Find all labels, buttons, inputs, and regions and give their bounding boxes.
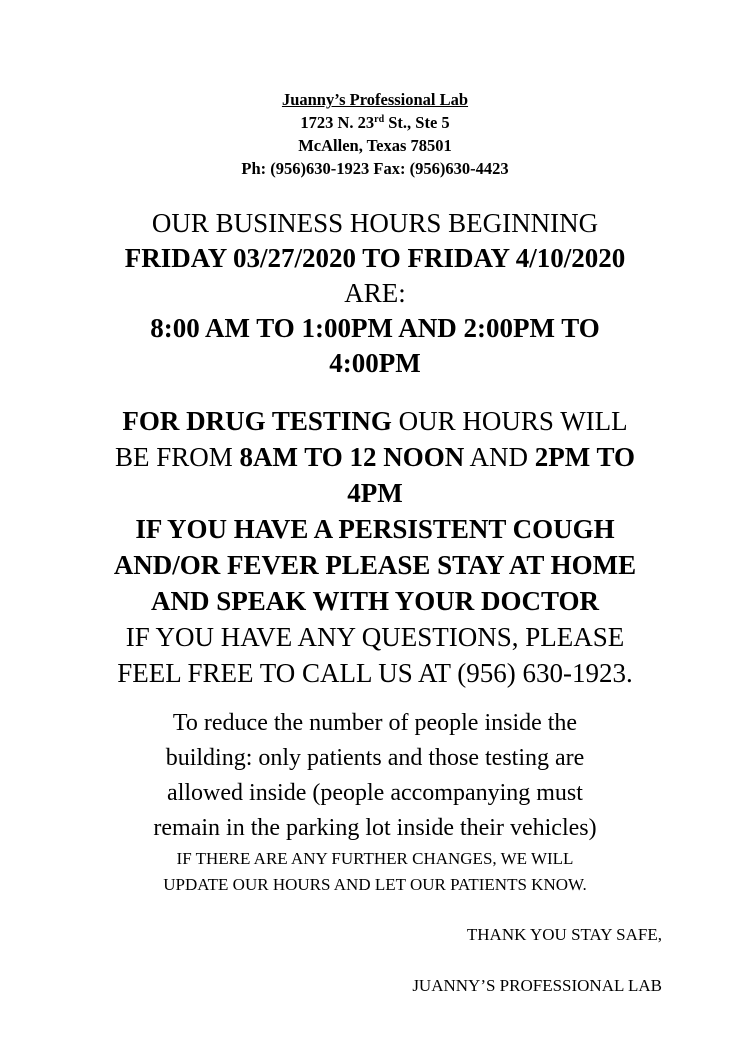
lab-name: Juanny’s Professional Lab	[281, 90, 469, 109]
address-ordinal: rd	[374, 114, 385, 125]
drug-line-1	[0, 403, 750, 439]
notice-line-2: building: only patients and those testing are	[165, 745, 585, 771]
hours-times-end: 4:00PM	[329, 348, 421, 378]
thank-you-line: THANK YOU STAY SAFE,	[466, 925, 662, 944]
changes-line-2: UPDATE OUR HOURS AND LET OUR PATIENTS KNOW.	[163, 875, 587, 894]
business-hours	[0, 206, 750, 381]
hours-times: 8:00 AM TO 1:00PM AND 2:00PM TO	[150, 313, 600, 343]
letterhead	[0, 88, 750, 180]
hours-line-1: OUR BUSINESS HOURS BEGINNING	[151, 208, 599, 238]
notice-line-3: allowed inside (people accompanying must	[167, 780, 583, 806]
visitor-notice	[0, 706, 750, 898]
drug-afternoon-hours: 2PM TO	[534, 442, 636, 472]
cough-warning-3: AND SPEAK WITH YOUR DOCTOR	[150, 586, 600, 616]
changes-line-1: IF THERE ARE ANY FURTHER CHANGES, WE WILL	[176, 849, 574, 868]
questions-line-1: IF YOU HAVE ANY QUESTIONS, PLEASE	[125, 622, 625, 652]
phone-fax-line: Ph: (956)630-1923 Fax: (956)630-4423	[241, 159, 509, 178]
signature-lab-name: JUANNY’S PROFESSIONAL LAB	[412, 976, 662, 995]
drug-line-2	[0, 439, 750, 475]
drug-line-2-c: AND	[464, 442, 535, 472]
drug-testing-section	[0, 403, 750, 691]
address-line	[0, 111, 750, 134]
drug-line-1-rest: OUR HOURS WILL	[391, 406, 628, 436]
address-number: 1723 N. 23	[300, 113, 375, 132]
hours-line-3: ARE:	[344, 278, 406, 308]
address-street: St., Ste 5	[384, 113, 450, 132]
cough-warning-1: IF YOU HAVE A PERSISTENT COUGH	[135, 514, 615, 544]
cough-warning-2: AND/OR FEVER PLEASE STAY AT HOME	[113, 550, 637, 580]
questions-line-2: FEEL FREE TO CALL US AT (956) 630-1923.	[117, 658, 633, 688]
drug-testing-label: FOR DRUG TESTING	[122, 406, 392, 436]
hours-dates: FRIDAY 03/27/2020 TO FRIDAY 4/10/2020	[124, 243, 626, 273]
notice-line-1: To reduce the number of people inside the	[172, 710, 578, 736]
city-line: McAllen, Texas 78501	[298, 136, 452, 155]
notice-line-4: remain in the parking lot inside their vehicles)	[153, 815, 597, 841]
drug-line-3: 4PM	[347, 478, 403, 508]
drug-line-2-a: BE FROM	[114, 442, 240, 472]
drug-morning-hours: 8AM TO 12 NOON	[239, 442, 465, 472]
